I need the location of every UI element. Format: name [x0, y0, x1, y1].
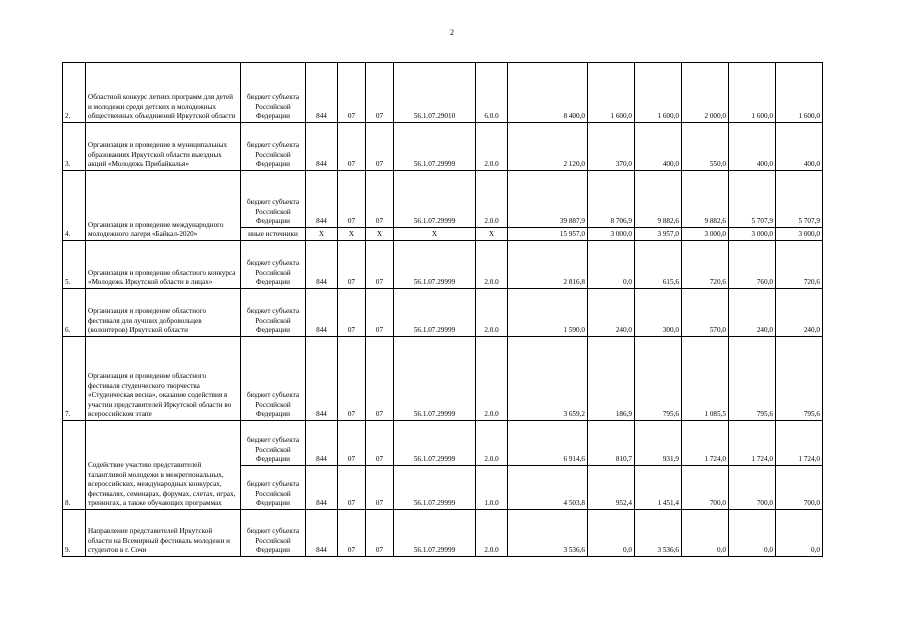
- year-3: 1 085,5: [682, 337, 729, 421]
- code-pr: 07: [366, 241, 394, 289]
- year-1: 370,0: [588, 123, 635, 171]
- total: 3 659,2: [508, 337, 588, 421]
- year-1: 8 706,9: [588, 171, 635, 228]
- year-1: 810,7: [588, 421, 635, 466]
- funding-source: бюджет субъекта Российской Федерации: [241, 123, 306, 171]
- year-5: 5 707,9: [776, 171, 823, 228]
- total: 4 503,8: [508, 466, 588, 510]
- code-rz: 07: [338, 510, 366, 557]
- year-2: 400,0: [635, 123, 682, 171]
- code-vr: 2.0.0: [476, 123, 508, 171]
- year-2: 300,0: [635, 289, 682, 337]
- measure-name: Организация и проведение в муниципальных образованиях Иркутской области выездных акций «Молодежь Прибайкалья»: [86, 123, 241, 171]
- total: 39 887,9: [508, 171, 588, 228]
- code-csr: 56.1.07.29999: [394, 466, 476, 510]
- code-pr: 07: [366, 289, 394, 337]
- code-grbs: 844: [306, 123, 338, 171]
- code-vr: 2.0.0: [476, 289, 508, 337]
- funding-source: бюджет субъекта Российской Федерации: [241, 337, 306, 421]
- funding-source: бюджет субъекта Российской Федерации: [241, 171, 306, 228]
- year-3: 3 000,0: [682, 228, 729, 241]
- code-vr: 2.0.0: [476, 421, 508, 466]
- table-row: [63, 421, 870, 466]
- code-vr: 2.0.0: [476, 171, 508, 228]
- year-1: 952,4: [588, 466, 635, 510]
- total: 1 590,0: [508, 289, 588, 337]
- row-number: 6.: [63, 289, 86, 337]
- row-number: 7.: [63, 337, 86, 421]
- code-pr: 07: [366, 123, 394, 171]
- code-vr: X: [476, 228, 508, 241]
- code-grbs: 844: [306, 289, 338, 337]
- year-5: 240,0: [776, 289, 823, 337]
- code-pr: 07: [366, 510, 394, 557]
- total: 2 816,8: [508, 241, 588, 289]
- code-csr: 56.1.07.29999: [394, 289, 476, 337]
- funding-source: бюджет субъекта Российской Федерации: [241, 466, 306, 510]
- year-5: 1 724,0: [776, 421, 823, 466]
- code-rz: 07: [338, 466, 366, 510]
- year-3: 720,6: [682, 241, 729, 289]
- year-4: 5 707,9: [729, 171, 776, 228]
- row-number: 3.: [63, 123, 86, 171]
- year-3: 700,0: [682, 466, 729, 510]
- year-1: 240,0: [588, 289, 635, 337]
- code-pr: 07: [366, 466, 394, 510]
- year-2: 3 536,6: [635, 510, 682, 557]
- code-rz: 07: [338, 289, 366, 337]
- year-2: 795,6: [635, 337, 682, 421]
- code-grbs: X: [306, 228, 338, 241]
- table-row: [63, 510, 870, 557]
- code-vr: 6.0.0: [476, 63, 508, 123]
- table-body: [63, 63, 870, 557]
- measure-name: Организация и проведение международного молодежного лагеря «Байкал-2020»: [86, 171, 241, 241]
- code-csr: 56.1.07.29999: [394, 171, 476, 228]
- year-5: 3 000,0: [776, 228, 823, 241]
- funding-source: бюджет субъекта Российской Федерации: [241, 421, 306, 466]
- year-5: 0,0: [776, 510, 823, 557]
- table-row: [63, 123, 870, 171]
- year-4: 3 000,0: [729, 228, 776, 241]
- row-number: 5.: [63, 241, 86, 289]
- total: 8 400,0: [508, 63, 588, 123]
- code-vr: 2.0.0: [476, 241, 508, 289]
- year-3: 0,0: [682, 510, 729, 557]
- funding-source: бюджет субъекта Российской Федерации: [241, 289, 306, 337]
- measure-name: Областной конкурс летних программ для детей и молодежи среди детских и молодежных общественных объединений Иркутской области: [86, 63, 241, 123]
- year-5: 400,0: [776, 123, 823, 171]
- code-rz: 07: [338, 337, 366, 421]
- year-3: 550,0: [682, 123, 729, 171]
- row-number: 2.: [63, 63, 86, 123]
- code-csr: 56.1.07.29999: [394, 337, 476, 421]
- year-3: 1 724,0: [682, 421, 729, 466]
- code-rz: 07: [338, 241, 366, 289]
- code-csr: 56.1.07.29999: [394, 510, 476, 557]
- year-3: 2 000,0: [682, 63, 729, 123]
- funding-source: иные источники: [241, 228, 306, 241]
- code-grbs: 844: [306, 466, 338, 510]
- budget-table: [62, 62, 870, 557]
- code-grbs: 844: [306, 337, 338, 421]
- year-4: 760,0: [729, 241, 776, 289]
- measure-name: Организация и проведение областного фестиваля студенческого творчества «Студенческая весна», оказание содействия в участии представителей Иркутской области во всероссийском этапе: [86, 337, 241, 421]
- year-1: 186,9: [588, 337, 635, 421]
- code-rz: 07: [338, 421, 366, 466]
- funding-source: бюджет субъекта Российской Федерации: [241, 241, 306, 289]
- year-3: 570,0: [682, 289, 729, 337]
- year-5: 720,6: [776, 241, 823, 289]
- total: 2 120,0: [508, 123, 588, 171]
- table-row: [63, 289, 870, 337]
- code-pr: 07: [366, 421, 394, 466]
- funding-source: бюджет субъекта Российской Федерации: [241, 510, 306, 557]
- code-csr: 56.1.07.29999: [394, 421, 476, 466]
- measure-name: Организация и проведение областного конкурса «Молодежь Иркутской области в лицах»: [86, 241, 241, 289]
- year-3: 9 882,6: [682, 171, 729, 228]
- table-row: [63, 241, 870, 289]
- year-5: 795,6: [776, 337, 823, 421]
- code-grbs: 844: [306, 171, 338, 228]
- code-csr: 56.1.07.29010: [394, 63, 476, 123]
- funding-source: бюджет субъекта Российской Федерации: [241, 63, 306, 123]
- code-grbs: 844: [306, 63, 338, 123]
- year-1: 0,0: [588, 241, 635, 289]
- code-vr: 2.0.0: [476, 337, 508, 421]
- row-number: 9.: [63, 510, 86, 557]
- code-grbs: 844: [306, 510, 338, 557]
- code-pr: 07: [366, 171, 394, 228]
- row-number: 4.: [63, 171, 86, 241]
- code-grbs: 844: [306, 421, 338, 466]
- year-4: 240,0: [729, 289, 776, 337]
- code-vr: 1.0.0: [476, 466, 508, 510]
- year-4: 700,0: [729, 466, 776, 510]
- code-vr: 2.0.0: [476, 510, 508, 557]
- measure-name: Организация и проведение областного фестиваля для лучших добровольцев (волонтеров) Иркутской области: [86, 289, 241, 337]
- total: 3 536,6: [508, 510, 588, 557]
- row-number: 8.: [63, 421, 86, 510]
- code-csr: 56.1.07.29999: [394, 123, 476, 171]
- year-1: 3 000,0: [588, 228, 635, 241]
- table-row: [63, 171, 870, 228]
- year-4: 0,0: [729, 510, 776, 557]
- measure-name: Направление представителей Иркутской области на Всемирный фестиваль молодежи и студентов в г. Сочи: [86, 510, 241, 557]
- code-grbs: 844: [306, 241, 338, 289]
- measure-name: Содействие участию представителей талантливой молодежи в межрегиональных, всероссийских, международных конкурсах, фестивалях, семинарах, форумах, слетах, играх, тренингах, а также обучающих программах: [86, 421, 241, 510]
- year-4: 400,0: [729, 123, 776, 171]
- year-2: 3 957,0: [635, 228, 682, 241]
- year-2: 9 882,6: [635, 171, 682, 228]
- year-4: 1 600,0: [729, 63, 776, 123]
- table-row: [63, 337, 870, 421]
- code-rz: 07: [338, 123, 366, 171]
- year-2: 931,9: [635, 421, 682, 466]
- code-pr: 07: [366, 337, 394, 421]
- code-pr: X: [366, 228, 394, 241]
- year-5: 700,0: [776, 466, 823, 510]
- total: 6 914,6: [508, 421, 588, 466]
- year-5: 1 600,0: [776, 63, 823, 123]
- year-2: 615,6: [635, 241, 682, 289]
- year-1: 0,0: [588, 510, 635, 557]
- code-rz: 07: [338, 63, 366, 123]
- total: 15 957,0: [508, 228, 588, 241]
- table-row: [63, 63, 870, 123]
- page-number: 2: [450, 28, 454, 37]
- year-1: 1 600,0: [588, 63, 635, 123]
- year-4: 795,6: [729, 337, 776, 421]
- code-rz: 07: [338, 171, 366, 228]
- code-csr: X: [394, 228, 476, 241]
- code-pr: 07: [366, 63, 394, 123]
- code-rz: X: [338, 228, 366, 241]
- year-2: 1 600,0: [635, 63, 682, 123]
- year-2: 1 451,4: [635, 466, 682, 510]
- code-csr: 56.1.07.29999: [394, 241, 476, 289]
- year-4: 1 724,0: [729, 421, 776, 466]
